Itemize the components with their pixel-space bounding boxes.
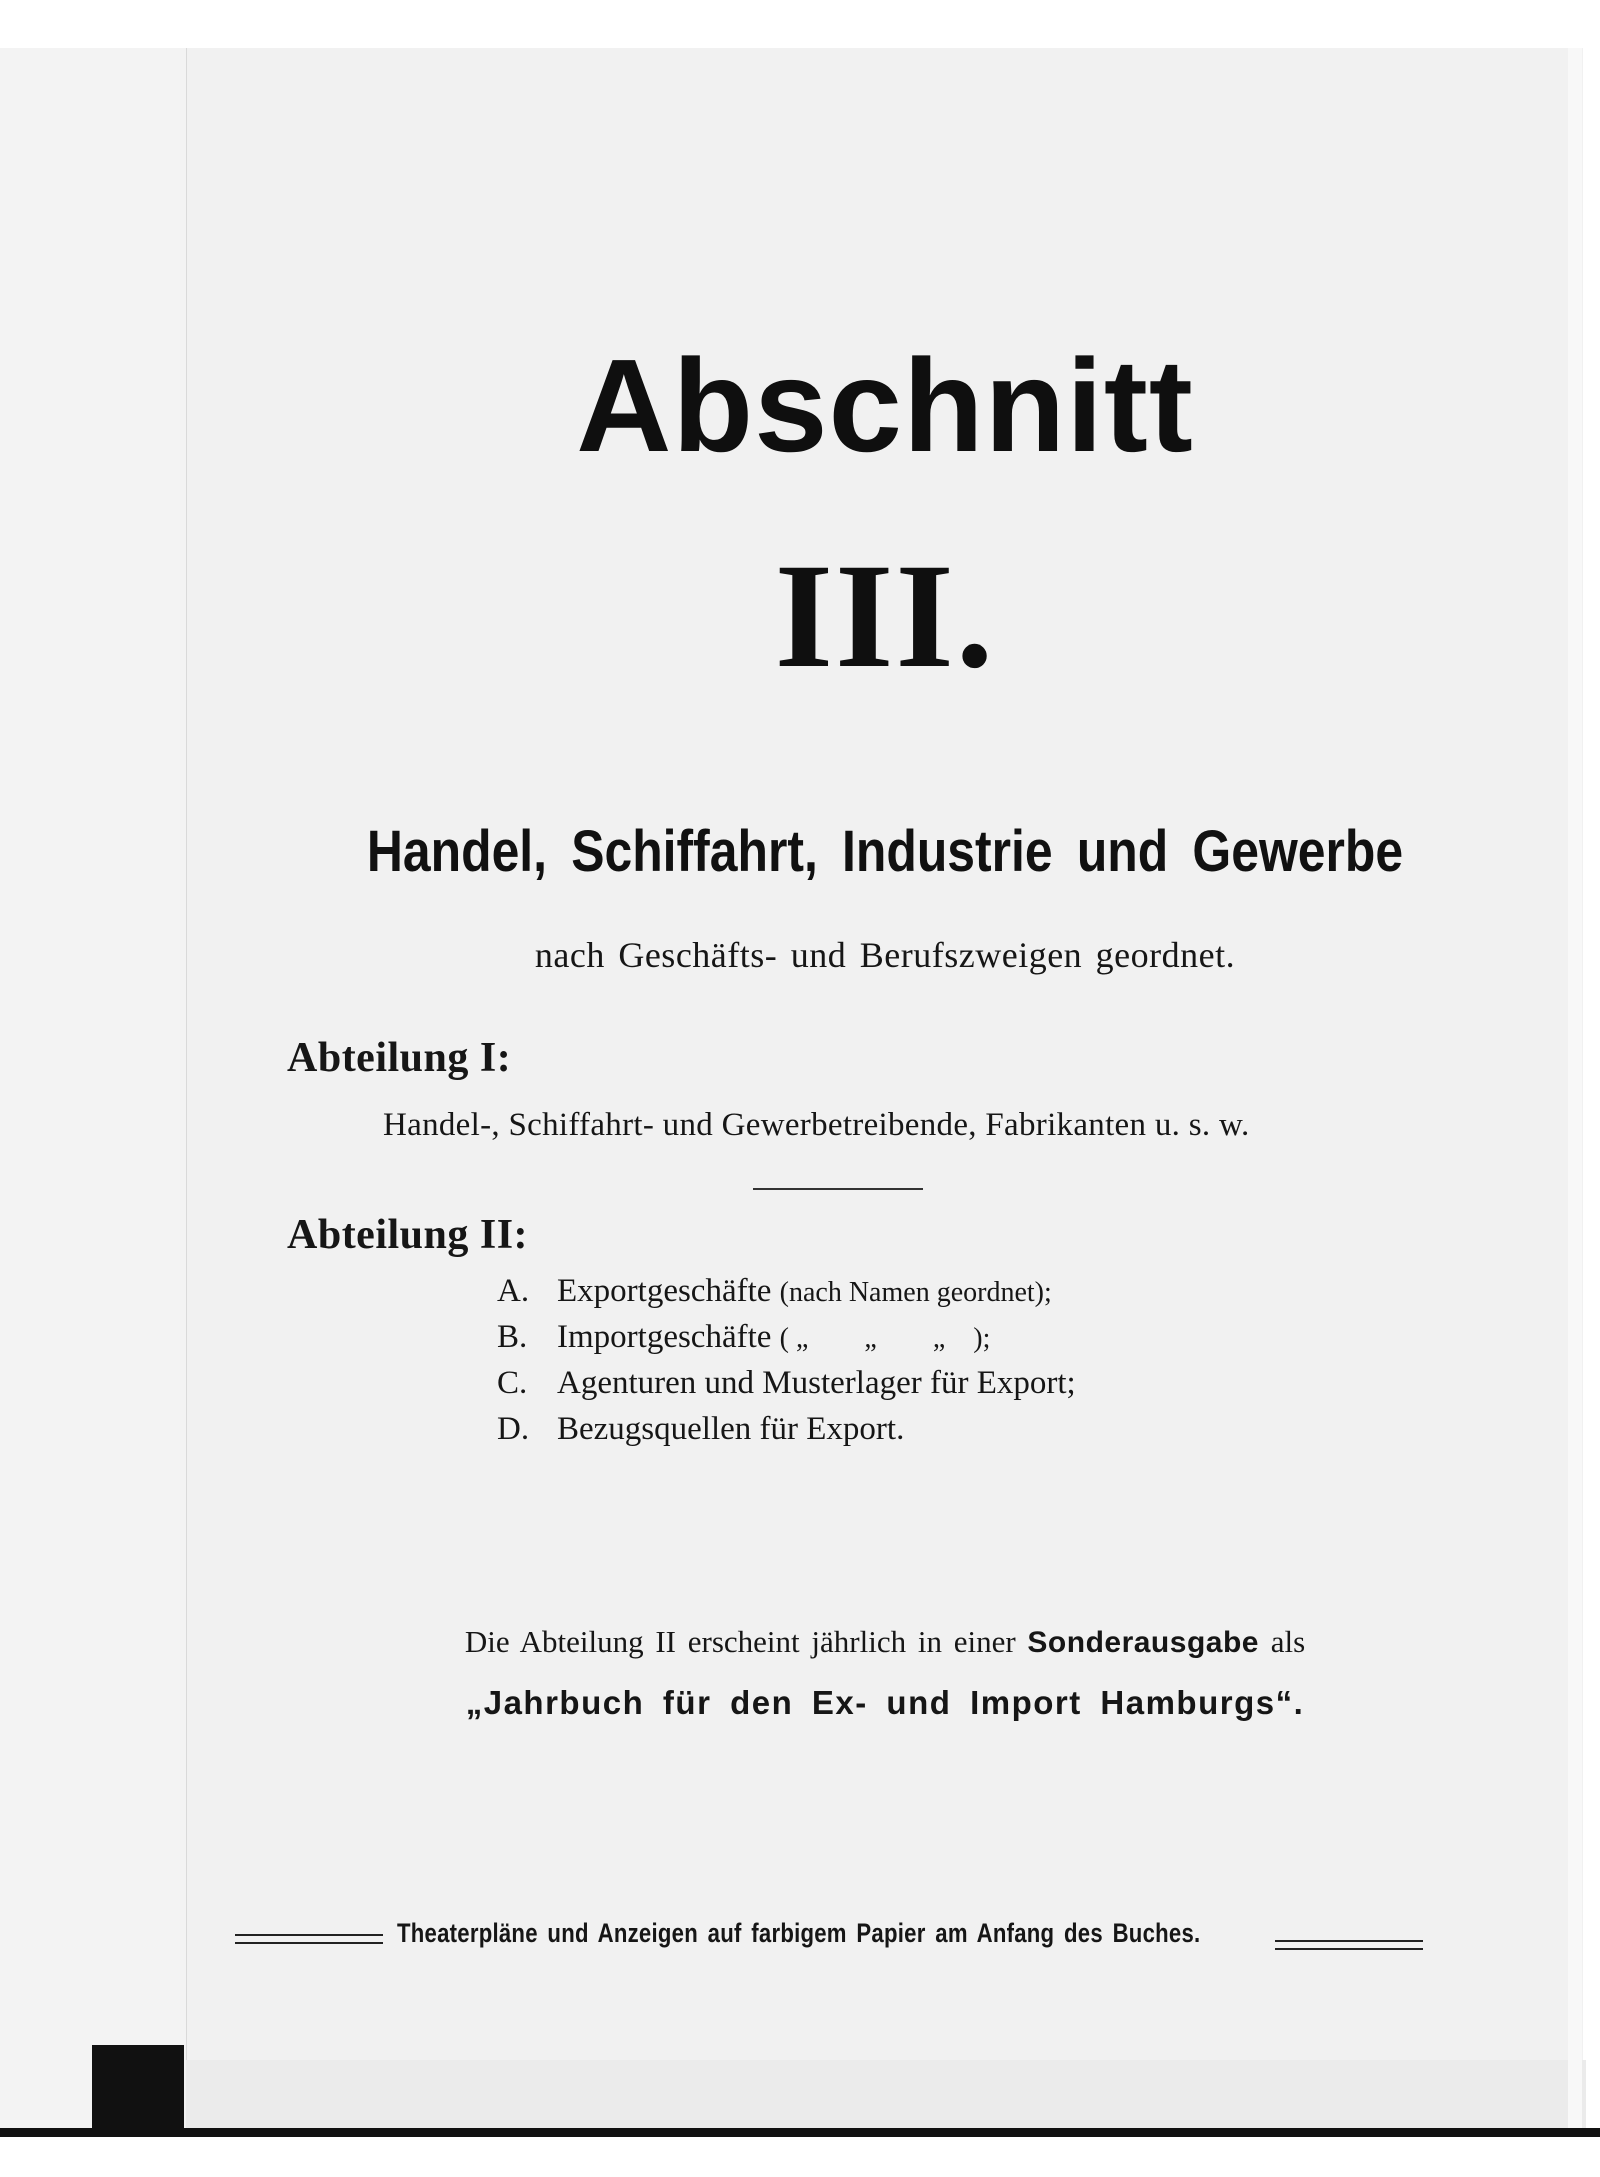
list-item-letter: B. (497, 1319, 528, 1355)
list-item-note: (nach Namen geordnet); (779, 1277, 1052, 1308)
footer-note-text: Theaterpläne und Anzeigen auf farbigem Papier am Anfang des Buches. (397, 1918, 1201, 1948)
notice-line (187, 1624, 1583, 1660)
notice-emphasis: Sonderausgabe (1027, 1626, 1259, 1659)
scan-black-tab (92, 2045, 184, 2128)
scan-top-strip (0, 0, 1600, 48)
section-numeral: III. (774, 533, 996, 699)
notice-prefix: Die Abteilung II erscheint jährlich in einer (464, 1624, 1016, 1659)
list-item-text: Importgeschäfte (557, 1319, 772, 1355)
list-item-letter: A. (497, 1273, 530, 1309)
list-item-letter: D. (497, 1411, 530, 1447)
list-item-text: Bezugsquellen für Export. (557, 1411, 905, 1447)
subject-subtitle: nach Geschäfts- und Berufszweigen geordnet. (534, 935, 1236, 975)
footer-rule-left (235, 1934, 383, 1944)
section-2-heading: Abteilung II: (287, 1212, 529, 1258)
subject-heading: Handel, Schiffahrt, Industrie und Gewerbe (366, 819, 1404, 884)
section-1-description: Handel-, Schiffahrt- und Gewerbetreibende, Fabrikanten u. s. w. (383, 1107, 1250, 1143)
divider-rule (753, 1188, 923, 1190)
list-item-letter: C. (497, 1365, 528, 1401)
notice-suffix: als (1270, 1624, 1306, 1659)
scan-left-margin (0, 48, 186, 2128)
scan-right-edge (1568, 48, 1582, 2128)
section-1-heading: Abteilung I: (287, 1035, 512, 1081)
list-item-note: ( „ „ „ ); (779, 1323, 991, 1354)
document-page (186, 48, 1583, 2060)
footer-note (235, 1918, 1423, 1958)
scan-bottom-border (0, 2128, 1600, 2137)
yearbook-title: „Jahrbuch für den Ex- und Import Hamburgs“. (465, 1684, 1305, 1721)
scan-bottom-bar (186, 2060, 1586, 2128)
footer-rule-right (1275, 1940, 1423, 1950)
page-title: Abschnitt (576, 332, 1194, 479)
list-item-text: Agenturen und Musterlager für Export; (557, 1365, 1076, 1401)
list-item-text: Exportgeschäfte (557, 1273, 772, 1309)
